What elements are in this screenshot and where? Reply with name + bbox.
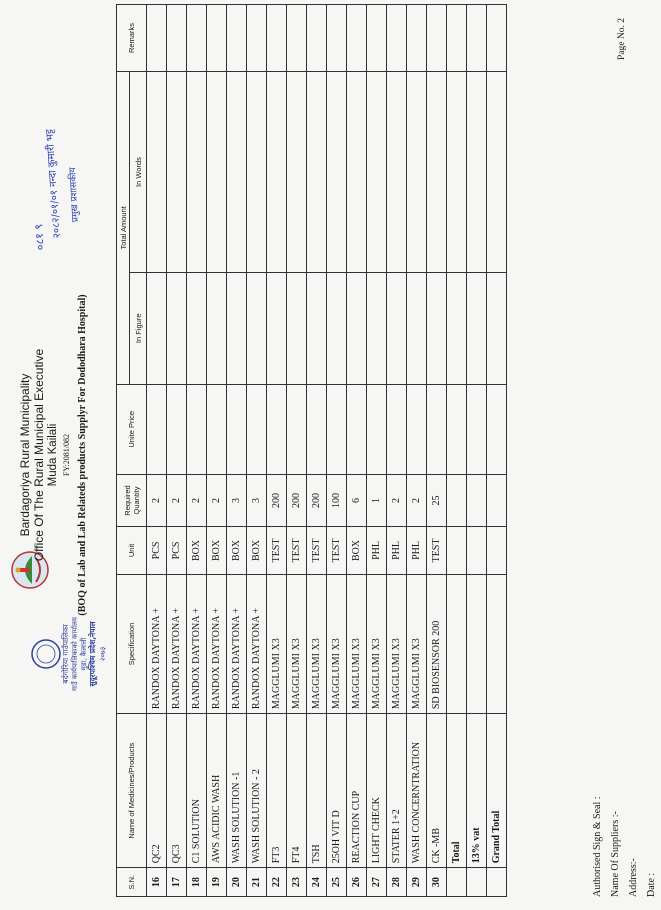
row-product-name: QC2 <box>147 714 167 868</box>
row-total-in-words <box>207 72 227 273</box>
row-sn: 25 <box>327 868 347 897</box>
row-specification: MAGGLUMI X3 <box>307 574 327 713</box>
row-unit-price <box>207 384 227 474</box>
table-row <box>147 5 167 897</box>
col-header-in-words: In Words <box>130 72 147 273</box>
col-header-sn: S.N. <box>117 868 147 897</box>
row-total-in-figure <box>207 272 227 384</box>
table-row <box>227 5 247 897</box>
summary-empty-cell <box>487 474 507 526</box>
col-header-price: Unite Price <box>117 384 147 474</box>
row-sn: 24 <box>307 868 327 897</box>
row-total-in-words <box>387 72 407 273</box>
row-quantity: 2 <box>407 474 427 526</box>
row-total-in-figure <box>327 272 347 384</box>
hand-line-3: प्रमुख प्रशासकीय <box>68 167 81 223</box>
row-quantity: 200 <box>287 474 307 526</box>
row-specification: SD BIOSENSOR 200 <box>427 574 447 713</box>
summary-empty-cell <box>487 574 507 713</box>
col-header-total-amount: Total Amount <box>117 72 130 385</box>
row-quantity: 25 <box>427 474 447 526</box>
summary-empty-cell <box>467 574 487 713</box>
row-unit-price <box>367 384 387 474</box>
summary-sn <box>447 868 467 897</box>
row-product-name: FT3 <box>267 714 287 868</box>
supplier-name-label: Name Of Suppliers :- <box>610 811 621 897</box>
row-remarks <box>227 5 247 72</box>
row-product-name: QC3 <box>167 714 187 868</box>
summary-sn <box>467 868 487 897</box>
row-remarks <box>267 5 287 72</box>
row-specification: MAGGLUMI X3 <box>367 574 387 713</box>
boq-table <box>116 4 507 897</box>
row-total-in-words <box>147 72 167 273</box>
row-total-in-figure <box>307 272 327 384</box>
row-sn: 16 <box>147 868 167 897</box>
row-specification: RANDOX DAYTONA + <box>247 574 267 713</box>
row-unit: PCS <box>167 527 187 575</box>
row-specification: RANDOX DAYTONA + <box>207 574 227 713</box>
row-unit-price <box>267 384 287 474</box>
row-total-in-figure <box>407 272 427 384</box>
row-total-in-words <box>267 72 287 273</box>
summary-empty-cell <box>467 384 487 474</box>
row-unit: PHL <box>367 527 387 575</box>
row-unit: BOX <box>187 527 207 575</box>
row-remarks <box>327 5 347 72</box>
col-header-spec: Specification <box>117 574 147 713</box>
row-unit: TEST <box>287 527 307 575</box>
row-total-in-figure <box>167 272 187 384</box>
stamp-line-4: सुदूरपश्चिम प्रदेश,नेपाल <box>88 621 97 687</box>
row-product-name: C1 SOLUTION <box>187 714 207 868</box>
row-specification: MAGGLUMI X3 <box>287 574 307 713</box>
stamp-line-2: गाउँ कार्यपालिकाको कार्यालय <box>71 617 79 691</box>
row-total-in-figure <box>227 272 247 384</box>
row-sn: 19 <box>207 868 227 897</box>
row-sn: 29 <box>407 868 427 897</box>
row-remarks <box>387 5 407 72</box>
row-unit-price <box>167 384 187 474</box>
stamp-line-3: मुडा, कैलाली <box>80 637 88 671</box>
summary-grand-total-row <box>487 5 507 897</box>
document-subtitle: (BOQ of Lab and Lab Relateds products Supplyr For Dododhara Hospital) <box>77 294 88 616</box>
row-unit-price <box>327 384 347 474</box>
col-header-name: Name of Medicines/Products <box>117 714 147 868</box>
table-row <box>367 5 387 897</box>
row-unit: BOX <box>347 527 367 575</box>
row-total-in-words <box>407 72 427 273</box>
row-unit: TEST <box>267 527 287 575</box>
summary-label: Grand Total <box>487 714 507 868</box>
row-total-in-words <box>167 72 187 273</box>
table-body <box>147 5 507 897</box>
summary-empty-cell <box>487 5 507 72</box>
row-unit: PHL <box>407 527 427 575</box>
row-total-in-words <box>347 72 367 273</box>
row-total-in-words <box>247 72 267 273</box>
row-quantity: 2 <box>167 474 187 526</box>
row-unit-price <box>287 384 307 474</box>
row-product-name: CK -MB <box>427 714 447 868</box>
table-row <box>427 5 447 897</box>
row-unit-price <box>247 384 267 474</box>
row-total-in-figure <box>387 272 407 384</box>
summary-empty-cell <box>487 384 507 474</box>
row-sn: 28 <box>387 868 407 897</box>
office-location: Muda Kailali <box>47 423 59 487</box>
row-remarks <box>347 5 367 72</box>
row-sn: 17 <box>167 868 187 897</box>
table-row <box>247 5 267 897</box>
row-remarks <box>427 5 447 72</box>
table-row <box>167 5 187 897</box>
row-total-in-words <box>287 72 307 273</box>
address-label: Address:- <box>628 858 639 897</box>
table-row <box>347 5 367 897</box>
row-remarks <box>307 5 327 72</box>
row-sn: 22 <box>267 868 287 897</box>
row-quantity: 2 <box>147 474 167 526</box>
row-total-in-figure <box>427 272 447 384</box>
summary-empty-cell <box>487 72 507 273</box>
row-product-name: FT4 <box>287 714 307 868</box>
row-remarks <box>367 5 387 72</box>
summary-empty-cell <box>447 72 467 273</box>
table-row <box>387 5 407 897</box>
row-specification: MAGGLUMI X3 <box>327 574 347 713</box>
row-specification: RANDOX DAYTONA + <box>147 574 167 713</box>
summary-empty-cell <box>447 272 467 384</box>
col-header-unit: Unit <box>117 527 147 575</box>
row-quantity: 2 <box>387 474 407 526</box>
row-total-in-words <box>367 72 387 273</box>
row-product-name: TSH <box>307 714 327 868</box>
summary-empty-cell <box>467 72 487 273</box>
date-label: Date : <box>646 872 657 897</box>
table-row <box>407 5 427 897</box>
row-remarks <box>207 5 227 72</box>
col-header-qty: Required Quantity <box>117 474 147 526</box>
row-quantity: 200 <box>307 474 327 526</box>
row-unit: BOX <box>207 527 227 575</box>
row-product-name: REACTION CUP <box>347 714 367 868</box>
row-quantity: 200 <box>267 474 287 526</box>
row-sn: 18 <box>187 868 207 897</box>
table-row <box>267 5 287 897</box>
summary-sn <box>487 868 507 897</box>
summary-empty-cell <box>447 5 467 72</box>
row-unit: PHL <box>387 527 407 575</box>
row-total-in-words <box>227 72 247 273</box>
table-row <box>207 5 227 897</box>
row-remarks <box>247 5 267 72</box>
row-specification: MAGGLUMI X3 <box>387 574 407 713</box>
col-header-in-figure: In Figure <box>130 272 147 384</box>
row-unit-price <box>307 384 327 474</box>
row-remarks <box>147 5 167 72</box>
row-specification: RANDOX DAYTONA + <box>227 574 247 713</box>
row-total-in-words <box>427 72 447 273</box>
row-sn: 21 <box>247 868 267 897</box>
summary-empty-cell <box>447 527 467 575</box>
summary-empty-cell <box>467 5 487 72</box>
row-product-name: WASH CONCERNTRATION <box>407 714 427 868</box>
row-total-in-words <box>307 72 327 273</box>
row-sn: 27 <box>367 868 387 897</box>
row-total-in-words <box>187 72 207 273</box>
row-total-in-figure <box>247 272 267 384</box>
row-unit: TEST <box>307 527 327 575</box>
row-product-name: 25OH VIT D <box>327 714 347 868</box>
row-specification: MAGGLUMI X3 <box>407 574 427 713</box>
row-sn: 26 <box>347 868 367 897</box>
row-unit: TEST <box>427 527 447 575</box>
document-footer <box>589 796 661 897</box>
row-quantity: 1 <box>367 474 387 526</box>
summary-empty-cell <box>487 527 507 575</box>
authorised-sign-label: Authorised Sign & Seal : <box>592 796 603 897</box>
stamp-line-1: बर्दगोरिया गाउँपालिका <box>61 624 70 684</box>
table-row <box>287 5 307 897</box>
row-unit: PCS <box>147 527 167 575</box>
row-specification: MAGGLUMI X3 <box>347 574 367 713</box>
col-header-remarks: Remarks <box>117 5 147 72</box>
row-quantity: 3 <box>227 474 247 526</box>
row-total-in-figure <box>187 272 207 384</box>
row-specification: RANDOX DAYTONA + <box>187 574 207 713</box>
row-remarks <box>287 5 307 72</box>
row-unit-price <box>187 384 207 474</box>
row-unit-price <box>147 384 167 474</box>
summary-total-row <box>447 5 467 897</box>
summary-label: Total <box>447 714 467 868</box>
hand-line-1: ०८१ ९ <box>32 223 47 251</box>
row-specification: RANDOX DAYTONA + <box>167 574 187 713</box>
row-unit: TEST <box>327 527 347 575</box>
table-row <box>187 5 207 897</box>
row-quantity: 6 <box>347 474 367 526</box>
summary-empty-cell <box>467 272 487 384</box>
municipality-name: Bardagoriya Rural Municipality <box>18 373 32 537</box>
summary-vat-row <box>467 5 487 897</box>
row-sn: 20 <box>227 868 247 897</box>
row-product-name: WASH SOLUTION - 2 <box>247 714 267 868</box>
summary-empty-cell <box>447 474 467 526</box>
row-unit: BOX <box>247 527 267 575</box>
summary-empty-cell <box>467 474 487 526</box>
row-quantity: 2 <box>187 474 207 526</box>
office-name: Office Of The Rural Municipal Executive <box>32 348 46 562</box>
row-remarks <box>407 5 427 72</box>
row-product-name: WASH SOLUTION -1 <box>227 714 247 868</box>
row-unit-price <box>227 384 247 474</box>
row-unit-price <box>347 384 367 474</box>
handwritten-signature <box>30 128 84 252</box>
page-number: Page No. 2 <box>617 18 627 60</box>
summary-label: 13% vat <box>467 714 487 868</box>
row-quantity: 3 <box>247 474 267 526</box>
row-quantity: 100 <box>327 474 347 526</box>
row-product-name: STATER 1+2 <box>387 714 407 868</box>
row-unit-price <box>407 384 427 474</box>
row-total-in-figure <box>347 272 367 384</box>
row-remarks <box>187 5 207 72</box>
hand-line-2: २०८२/०१/०१ नन्दा कुमारी भट्ट <box>44 128 63 239</box>
row-unit-price <box>387 384 407 474</box>
table-row <box>307 5 327 897</box>
row-unit: BOX <box>227 527 247 575</box>
summary-empty-cell <box>447 384 467 474</box>
summary-empty-cell <box>467 527 487 575</box>
row-remarks <box>167 5 187 72</box>
stamp-line-5: २०७३ <box>99 646 107 662</box>
table-row <box>327 5 347 897</box>
row-specification: MAGGLUMI X3 <box>267 574 287 713</box>
row-product-name: LIGHT CHECK <box>367 714 387 868</box>
row-unit-price <box>427 384 447 474</box>
fiscal-year: FY:2081/082 <box>62 434 71 476</box>
row-sn: 30 <box>427 868 447 897</box>
row-quantity: 2 <box>207 474 227 526</box>
row-total-in-figure <box>267 272 287 384</box>
row-total-in-words <box>327 72 347 273</box>
row-sn: 23 <box>287 868 307 897</box>
summary-empty-cell <box>487 272 507 384</box>
summary-empty-cell <box>447 574 467 713</box>
row-total-in-figure <box>287 272 307 384</box>
row-total-in-figure <box>147 272 167 384</box>
row-total-in-figure <box>367 272 387 384</box>
row-product-name: AWS ACIDIC WASH <box>207 714 227 868</box>
